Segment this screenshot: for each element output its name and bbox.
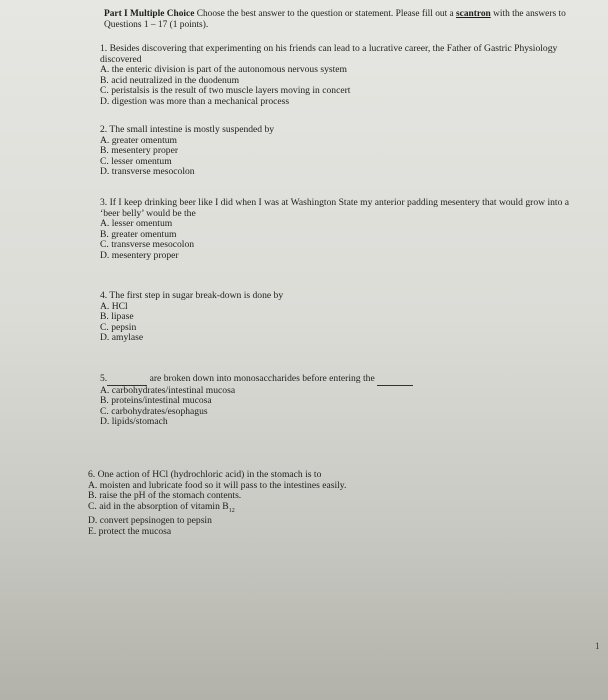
answer-option: B. lipase (100, 311, 134, 323)
answer-option: B. greater omentum (100, 228, 177, 240)
answer-option: C. transverse mesocolon (100, 239, 195, 251)
answer-option: A. carbohydrates/intestinal mucosa (100, 384, 236, 396)
section-header (104, 9, 574, 31)
answer-option: A. the enteric division is part of the autonomous nervous system (100, 64, 347, 76)
question-2 (100, 125, 590, 178)
scantron-word: scantron (456, 9, 491, 19)
answer-option: E. protect the mucosa (88, 525, 172, 537)
answer-option: D. lipids/stomach (100, 416, 168, 428)
question-5 (100, 374, 590, 428)
question-3 (100, 198, 590, 262)
option-c-text: C. aid in the absorption of vitamin B (88, 500, 229, 512)
question-stem: 3. If I keep drinking beer like I did when I was at Washington State my anterior padding mesentery that would grow into a ‘beer belly’ would be the (100, 197, 570, 219)
question-stem (100, 374, 590, 386)
fill-blank-1 (107, 374, 147, 386)
question-stem: 2. The small intestine is mostly suspended by (100, 124, 275, 135)
answer-option: C. pepsin (100, 321, 137, 333)
answer-option: B. raise the pH of the stomach contents. (88, 490, 242, 502)
answer-option: A. greater omentum (100, 134, 177, 146)
question-1 (100, 44, 590, 108)
answer-option: D. digestion was more than a mechanical process (100, 95, 290, 107)
answer-option: C. lesser omentum (100, 155, 172, 167)
question-6 (88, 470, 578, 537)
answer-option: A. HCl (100, 300, 128, 312)
answer-option: B. mesentery proper (100, 145, 179, 157)
vitamin-subscript: 12 (228, 507, 235, 514)
question-4 (100, 291, 590, 344)
question-stem: 1. Besides discovering that experimenting on his friends can lead to a lucrative career, the Father of Gastric Physiology discovered (100, 43, 558, 65)
answer-option: D. amylase (100, 332, 144, 344)
instructions-b: with the answers to Questions 1 – 17 (1 points). (104, 9, 566, 30)
question-stem: 6. One action of HCl (hydrochloric acid) in the stomach is to (88, 469, 322, 480)
question-number: 5. (100, 373, 108, 384)
answer-option: C. peristalsis is the result of two muscle layers moving in concert (100, 85, 351, 97)
fill-blank-2 (377, 374, 413, 386)
answer-option: B. proteins/intestinal mucosa (100, 395, 212, 407)
answer-option (88, 502, 578, 517)
answer-option: C. carbohydrates/esophagus (100, 405, 208, 417)
answer-option: A. lesser omentum (100, 218, 173, 230)
answer-option: D. mesentery proper (100, 249, 179, 261)
question-stem-text: are broken down into monosaccharides before entering the (149, 373, 375, 384)
part-title: Part I Multiple Choice (104, 9, 195, 19)
answer-option: D. convert pepsinogen to pepsin (88, 515, 212, 527)
question-stem: 4. The first step in sugar break-down is done by (100, 290, 284, 301)
instructions-a: Choose the best answer to the question or statement. Please fill out a (194, 9, 457, 19)
answer-option: D. transverse mesocolon (100, 166, 195, 178)
page-number: 1 (595, 641, 600, 651)
answer-option: A. moisten and lubricate food so it will pass to the intestines easily. (88, 479, 347, 491)
answer-option: B. acid neutralized in the duodenum (100, 74, 240, 86)
